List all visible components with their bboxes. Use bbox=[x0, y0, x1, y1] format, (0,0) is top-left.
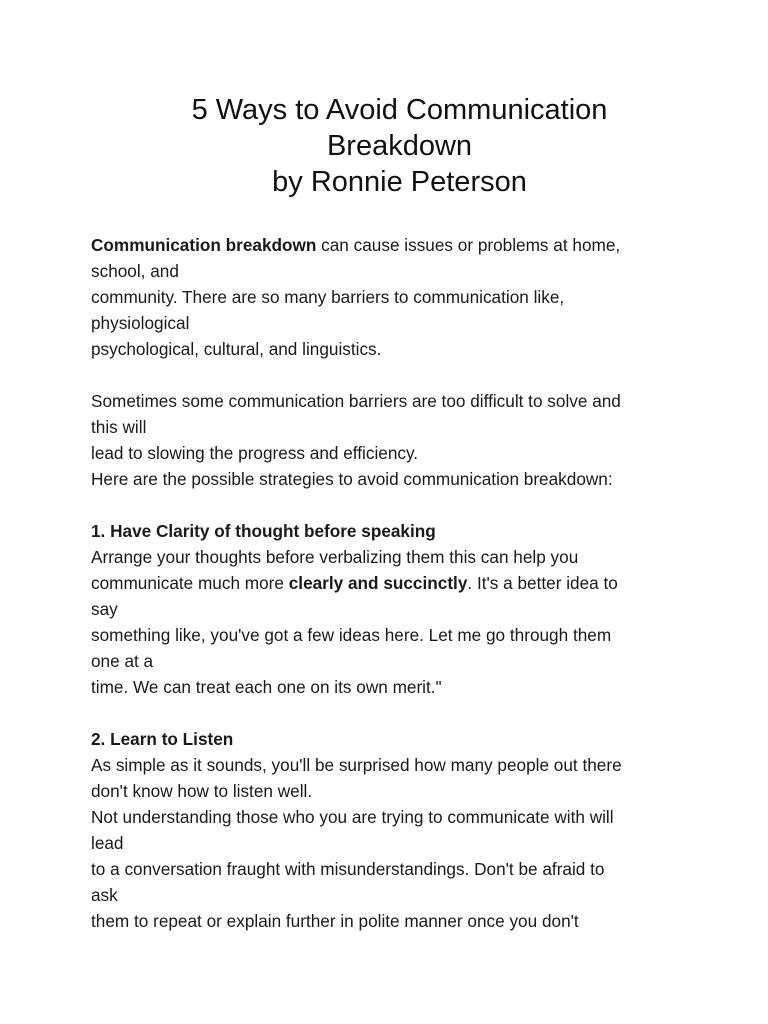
document-title bbox=[91, 92, 708, 200]
text-line: Communication breakdown can cause issues or problems at home, bbox=[91, 235, 621, 255]
document-body bbox=[91, 232, 708, 934]
text-line: psychological, cultural, and linguistics. bbox=[91, 339, 382, 359]
title-line-2: Breakdown bbox=[326, 130, 473, 162]
intro-paragraph-1 bbox=[91, 232, 708, 362]
text-line: Not understanding those who you are trying to communicate with will bbox=[91, 807, 614, 827]
section-1 bbox=[91, 518, 708, 700]
paragraph-gap bbox=[91, 492, 708, 518]
text-line: ask bbox=[91, 885, 118, 905]
title-line-1: 5 Ways to Avoid Communication bbox=[191, 94, 608, 126]
text-line: this will bbox=[91, 417, 147, 437]
paragraph-gap bbox=[91, 700, 708, 726]
bold-term: Communication breakdown bbox=[91, 235, 317, 255]
text-line: Arrange your thoughts before verbalizing them this can help you bbox=[91, 547, 579, 567]
text-line: something like, you've got a few ideas here. Let me go through them bbox=[91, 625, 612, 645]
text-line: community. There are so many barriers to communication like, bbox=[91, 287, 565, 307]
section-2 bbox=[91, 726, 708, 934]
section-2-heading: 2. Learn to Listen bbox=[91, 729, 234, 749]
bold-phrase: clearly and succinctly bbox=[288, 573, 468, 593]
text-line: lead bbox=[91, 833, 124, 853]
text-line: time. We can treat each one on its own merit." bbox=[91, 677, 442, 697]
text-line: Sometimes some communication barriers are too difficult to solve and bbox=[91, 391, 621, 411]
text-line: to a conversation fraught with misunderstandings. Don't be afraid to bbox=[91, 859, 605, 879]
text-line: don't know how to listen well. bbox=[91, 781, 313, 801]
text-line: one at a bbox=[91, 651, 154, 671]
text-line: As simple as it sounds, you'll be surprised how many people out there bbox=[91, 755, 622, 775]
section-1-heading: 1. Have Clarity of thought before speaking bbox=[91, 521, 436, 541]
text-line: physiological bbox=[91, 313, 190, 333]
text-line: school, and bbox=[91, 261, 179, 281]
intro-paragraph-2 bbox=[91, 388, 708, 492]
text-line: communicate much more clearly and succinctly. It's a better idea to bbox=[91, 573, 618, 593]
title-line-3: by Ronnie Peterson bbox=[272, 166, 527, 198]
text-line: lead to slowing the progress and efficiency. bbox=[91, 443, 419, 463]
paragraph-gap bbox=[91, 362, 708, 388]
text-line: say bbox=[91, 599, 118, 619]
text-line: Here are the possible strategies to avoid communication breakdown: bbox=[91, 469, 613, 489]
text-line: them to repeat or explain further in polite manner once you don't bbox=[91, 911, 579, 931]
